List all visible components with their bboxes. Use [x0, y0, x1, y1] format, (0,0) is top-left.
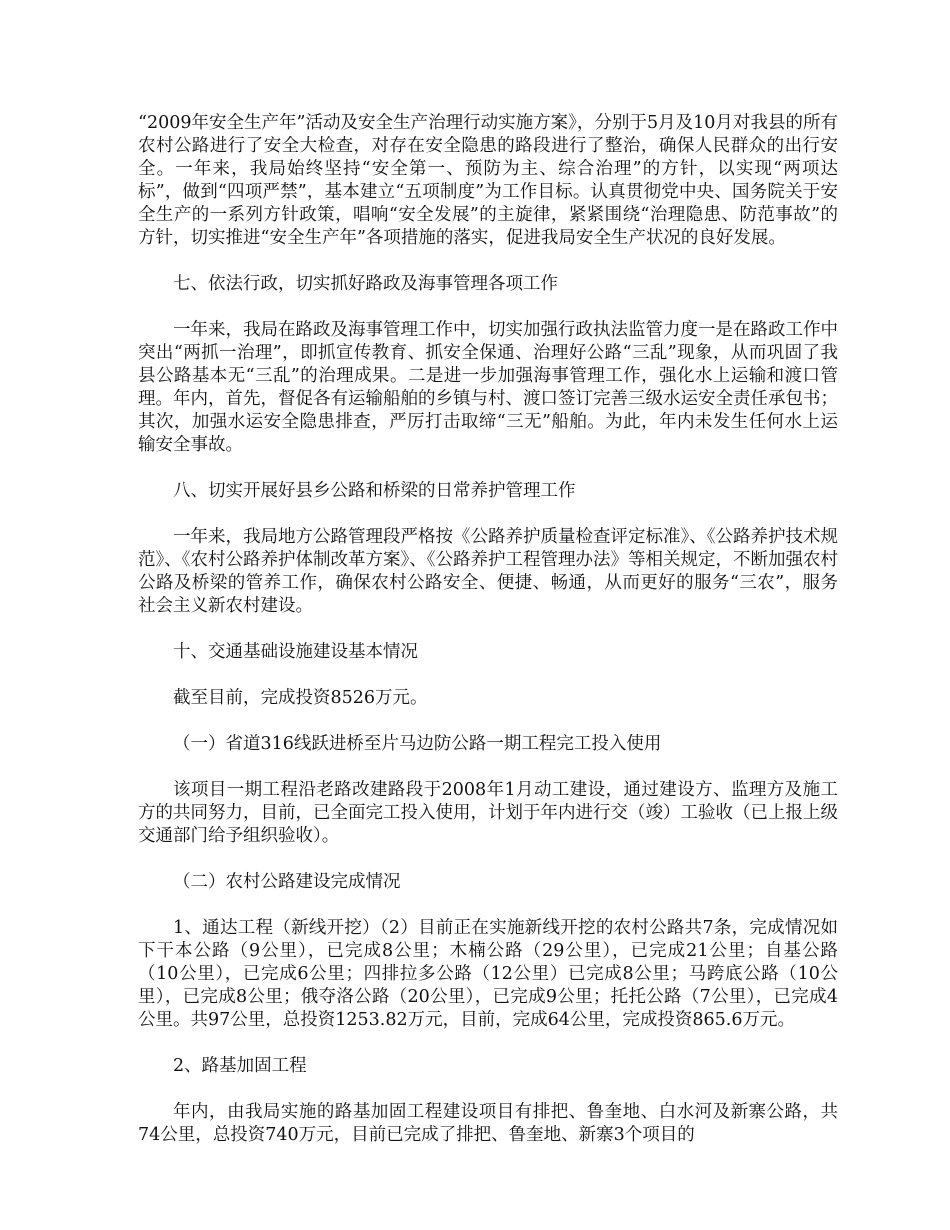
paragraph-road-maritime: 一年来，我局在路政及海事管理工作中，切实加强行政执法监管力度一是在路政工作中突出“两抓一治理”，即抓宣传教育、抓安全保通、治理好公路“三乱”现象，从而巩固了我县公路基本无“三乱”的治理成果。二是进一步加强海事管理工作，强化水上运输和渡口管理。年内，首先，督促各有运输船舶的乡镇与村、渡口签订完善三级水运安全责任承包书；其次，加强水运安全隐患排查，严厉打击取缔“三无”船舶。为此，年内未发生任何水上运输安全事故。: [138, 320, 838, 455]
document-page: [138, 112, 838, 1147]
section-heading-7: 七、依法行政，切实抓好路政及海事管理各项工作: [173, 274, 558, 294]
paragraph-safety-year: “2009年安全生产年”活动及安全生产治理行动实施方案》，分别于5月及10月对我县的所有农村公路进行了安全大检查，对存在安全隐患的路段进行了整治，确保人民群众的出行安全。一年来，我局始终坚持“安全第一、预防为主、综合治理”的方针，以实现“两项达标”，做到“四项严禁”，基本建立“五项制度”为工作目标。认真贯彻党中央、国务院关于安全生产的一系列方针政策，唱响“安全发展”的主旋律，紧紧围绕“治理隐患、防范事故”的方针，切实推进“安全生产年”各项措施的落实，促进我局安全生产状况的良好发展。: [138, 113, 838, 248]
paragraph-maintenance: 一年来，我局地方公路管理段严格按《公路养护质量检查评定标准》、《公路养护技术规范》、《农村公路养护体制改革方案》、《公路养护工程管理办法》等相关规定，不断加强农村公路及桥梁的管养工作，确保农村公路安全、便捷、畅通，从而更好的服务“三农”，服务社会主义新农村建设。: [138, 527, 838, 616]
section-heading-10: 十、交通基础设施建设基本情况: [173, 642, 418, 662]
paragraph-rural-roads: 1、通达工程（新线开挖）（2）目前正在实施新线开挖的农村公路共7条，完成情况如下干本公路（9公里），已完成8公里；木楠公路（29公里），已完成21公里；自基公路（10公里），已完成6公里；四排拉多公路（12公里）已完成8公里；马跨底公路（10公里），已完成8公里；俄夺洛公路（20公里），已完成9公里；托托公路（7公里），已完成4公里。共97公里，总投资1253.82万元，目前，完成64公里，完成投资865.6万元。: [138, 918, 838, 1030]
paragraph-phase-one: 该项目一期工程沿老路改建路段于2008年1月动工建设，通过建设方、监理方及施工方的共同努力，目前，已全面完工投入使用，计划于年内进行交（竣）工验收（已上报上级交通部门给予组织验收）。: [138, 780, 838, 846]
subsection-heading-2: （二）农村公路建设完成情况: [173, 872, 401, 892]
paragraph-investment-total: 截至目前，完成投资8526万元。: [173, 688, 428, 708]
section-heading-8: 八、切实开展好县乡公路和桥梁的日常养护管理工作: [173, 481, 576, 501]
subsection-heading-1: （一）省道316线跃进桥至片马边防公路一期工程完工投入使用: [173, 734, 662, 754]
paragraph-roadbed: 年内，由我局实施的路基加固工程建设项目有排把、鲁奎地、白水河及新寨公路，共74公里，总投资740万元，目前已完成了排把、鲁奎地、新寨3个项目的: [138, 1102, 838, 1145]
item-heading-roadbed: 2、路基加固工程: [173, 1056, 307, 1076]
